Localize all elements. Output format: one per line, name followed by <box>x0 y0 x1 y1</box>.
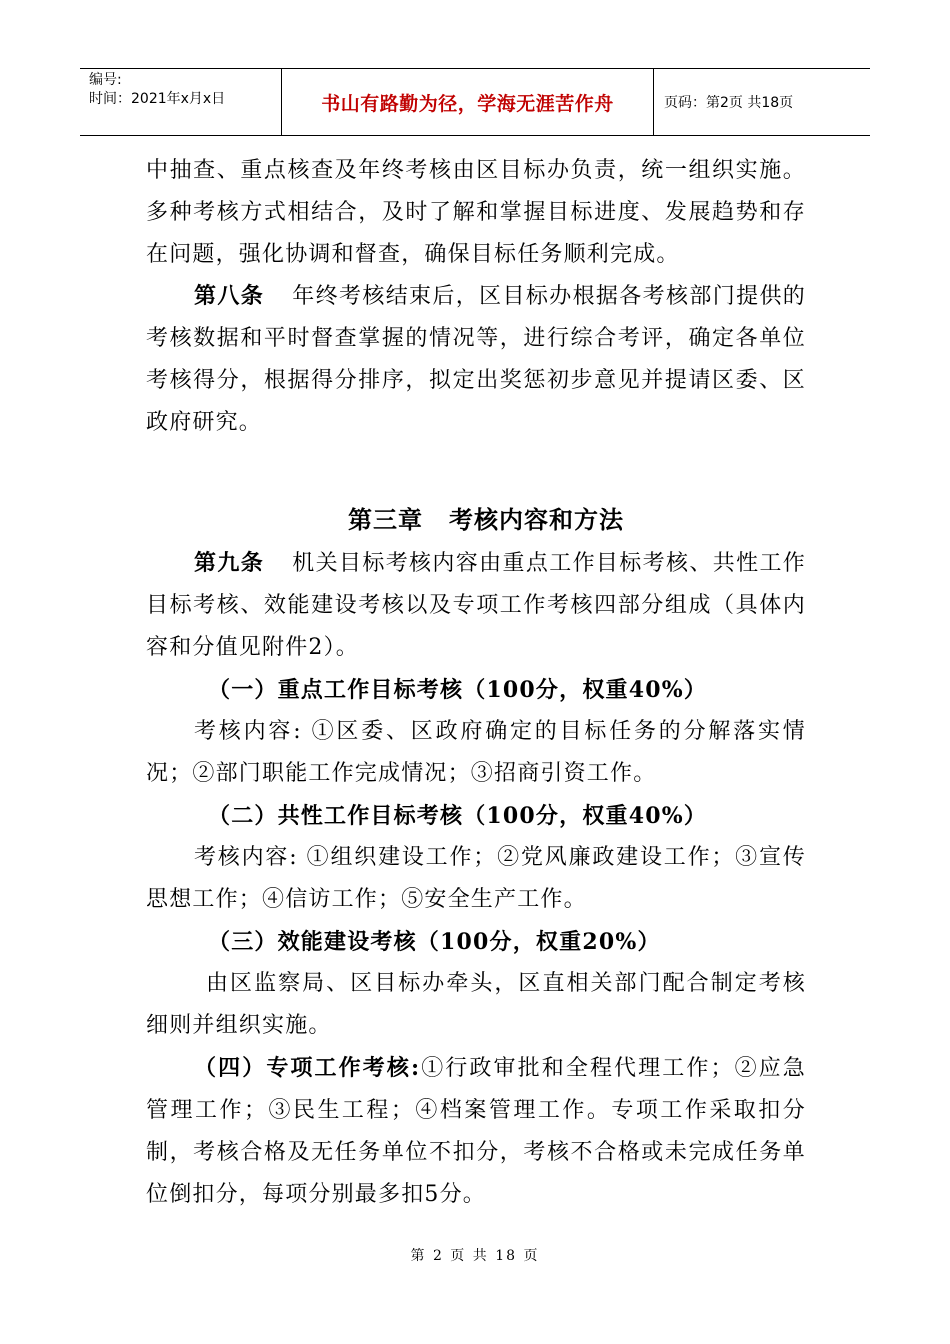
chapter-number: 第三章 <box>348 506 423 534</box>
header-meta-cell <box>80 69 282 135</box>
article-8-text: 年终考核结束后，区目标办根据各考核部门提供的考核数据和平时督查掌握的情况等，进行综合考评，确定各单位考核得分，根据得分排序，拟定出奖惩初步意见并提请区委、区政府研究。 <box>146 284 807 435</box>
header-time-label: 时间：2021年x月x日 <box>89 91 226 107</box>
section-4-title: （四）专项工作考核: <box>194 1055 421 1081</box>
article-9 <box>146 543 806 669</box>
section-3-text: 由区监察局、区目标办牵头，区直相关部门配合制定考核细则并组织实施。 <box>146 971 806 1038</box>
paragraph-continuation: 中抽查、重点核查及年终考核由区目标办负责，统一组织实施。多种考核方式相结合，及时了解和掌握目标进度、发展趋势和存在问题，强化协调和督查，确保目标任务顺利完成。 <box>146 158 806 267</box>
article-9-title: 第九条 <box>194 551 265 576</box>
section-1-text: 考核内容: ①区委、区政府确定的目标任务的分解落实情况；②部门职能工作完成情况；③招商引资工作。 <box>146 719 806 786</box>
section-2-title: （二）共性工作目标考核（100分，权重40%） <box>208 803 708 829</box>
header-page-code: 页码：第2页 共18页 <box>664 95 794 111</box>
section-4-text: ①行政审批和全程代理工作；②应急管理工作；③民生工程；④档案管理工作。专项工作采取扣分制，考核合格及无任务单位不扣分，考核不合格或未完成任务单位倒扣分，每项分别最多扣5分。 <box>146 1056 807 1207</box>
header-motto: 书山有路勤为径，学海无涯苦作舟 <box>282 69 654 135</box>
article-8-title: 第八条 <box>194 284 265 309</box>
page-footer: 第 2 页 共 18 页 <box>410 1248 540 1264</box>
article-9-text: 机关目标考核内容由重点工作目标考核、共性工作目标考核、效能建设考核以及专项工作考核四部分组成（具体内容和分值见附件2）。 <box>146 551 807 660</box>
section-3-title: （三）效能建设考核（100分，权重20%） <box>208 929 661 955</box>
document-header <box>80 68 870 136</box>
article-8 <box>146 276 806 444</box>
document-body <box>146 150 806 1216</box>
header-number-label: 编号: <box>89 72 122 88</box>
chapter-heading <box>146 500 806 535</box>
section-2-text: 考核内容: ①组织建设工作；②党风廉政建设工作；③宣传思想工作；④信访工作；⑤安全生产工作。 <box>146 845 806 912</box>
chapter-name: 考核内容和方法 <box>449 506 624 534</box>
section-1-title: （一）重点工作目标考核（100分，权重40%） <box>208 677 708 703</box>
section-4 <box>146 1047 806 1216</box>
